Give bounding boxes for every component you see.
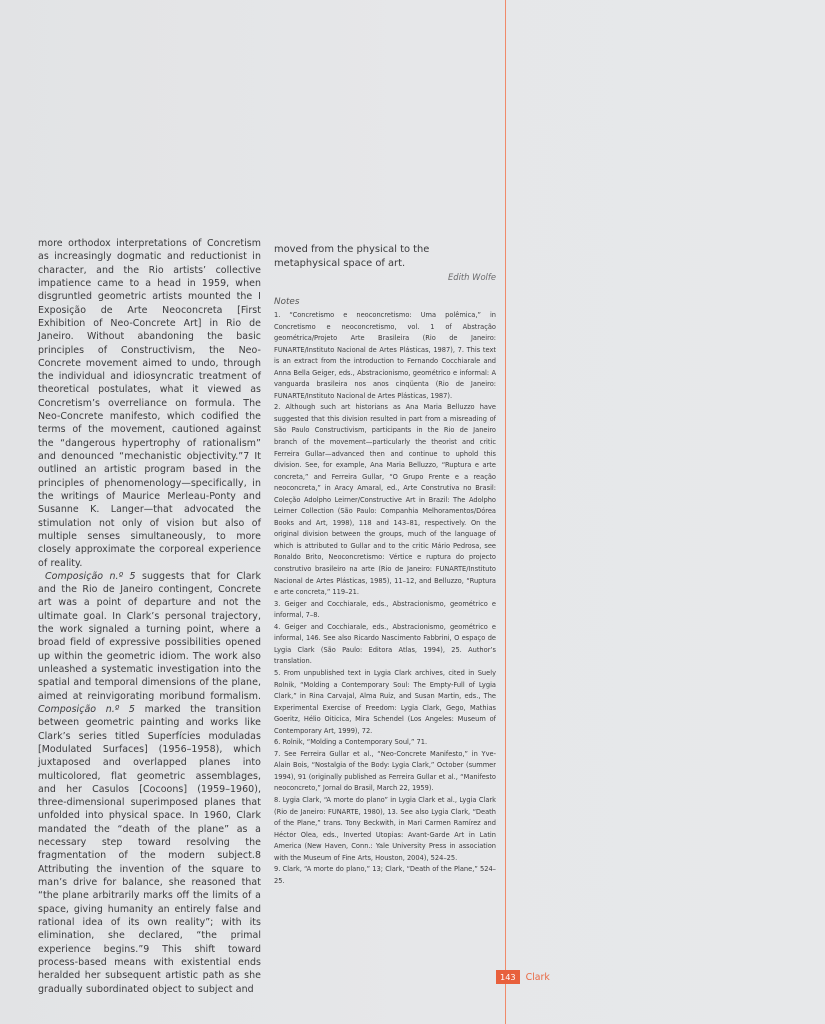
note-item: 3. Geiger and Cocchiarale, eds., Abstracionismo, geométrico e informal, 7–8. <box>274 599 496 620</box>
note-item: 5. From unpublished text in Lygia Clark archives, cited in Suely Rolnik, “Molding a Contemporary Soul: The Empty-Full of Lygia Clark,” in Rina Carvajal, Alma Ruiz, and Susan Martin, eds., The Experimental Exercise of Freedom: Lygia Clark, Gego, Mathias Goeritz, Hélio Oiticica, Mira Schendel (Los Angeles: Museum of Contemporary Art, 1999), 72. <box>274 668 496 735</box>
artwork-title: Composição n.º 5 <box>38 703 135 715</box>
running-head: Clark <box>525 971 550 983</box>
right-text-column <box>274 243 496 887</box>
body-text: marked the transition between geometric painting and works like Clark’s series titled Superfícies moduladas [Modulated Surfaces] (1956–1958), which juxtaposed and overlapped planes into multicolored, flat geometric assemblages, and her Casulos [Cocoons] (1959–1960), three-dimensional superimposed planes that unfolded into physical space. In 1960, Clark mandated the “death of the plane” as a necessary step toward resolving the fragmentation of the modern subject.8 Attributing the invention of the square to man’s drive for balance, she reasoned that “the plane arbitrarily marks off the limits of a space, giving humanity an entirely false and rational idea of its own reality”; with its elimination, she declared, “the primal experience begins.”9 This shift toward process-based means with existential ends heralded her subsequent artistic path as she gradually subordinated object to subject and <box>38 703 261 995</box>
closing-text: moved from the physical to the metaphysical space of art. <box>274 244 430 269</box>
note-item: 2. Although such art historians as Ana Maria Belluzzo have suggested that this division resulted in part from a misreading of São Paulo Constructivism, participants in the Rio de Janeiro branch of the movement—particularly the theorist and critic Ferreira Gullar—advanced then and continue to uphold this division. See, for example, Ana Maria Belluzzo, “Ruptura e arte concreta,” and Ferreira Gullar, “O Grupo Frente e a reação neoconcreta,” in Aracy Amaral, ed., Arte Construtiva no Brasil: Coleção Adolpho Leirner/Constructive Art in Brazil: The Adolpho Leirner Collection (São Paulo: Companhia Melhoramentos/Dórea Books and Art, 1998), 118 and 143–81, respectively. On the original division between the groups, much of the language of which is attributed to Gullar and to the critic Mário Pedrosa, see Ronaldo Brito, Neoconcretismo: Vértice e ruptura do projecto construtivo brasileiro na arte (Rio de Janeiro: FUNARTE/Instituto Nacional de Artes Plásticas, 1985), 11–12, and Belluzzo, “Ruptura e arte concreta,” 119–21. <box>274 403 496 597</box>
margin-rule <box>505 0 506 1024</box>
note-item: 8. Lygia Clark, “A morte do plano” in Lygia Clark et al., Lygia Clark (Rio de Janeiro: FUNARTE, 1980), 13. See also Lygia Clark, “Death of the Plane,” trans. Tony Beckwith, in Mari Carmen Ramírez and Héctor Olea, eds., Inverted Utopias: Avant-Garde Art in Latin America (New Haven, Conn.: Yale University Press in association with the Museum of Fine Arts, Houston, 2004), 524–25. <box>274 795 496 862</box>
notes-heading: Notes <box>274 297 300 307</box>
body-paragraph-2 <box>38 570 261 996</box>
notes-list <box>274 310 496 887</box>
note-item: 1. “Concretismo e neoconcretismo: Uma polêmica,” in Concretismo e neoconcretismo, vol. 1 of Abstração geométrica/Projeto Arte Brasileira (Rio de Janeiro: FUNARTE/Instituto Nacional de Artes Plásticas, 1987), 7. This text is an extract from the introduction to Fernando Cocchiarale and Anna Bella Geiger, eds., Abstracionismo, geométrico e informal: A vanguarda brasileira nos anos cinqüenta (Rio de Janeiro: FUNARTE/Instituto Nacional de Artes Plásticas, 1987). <box>274 311 496 400</box>
author-signature: Edith Wolfe <box>447 272 496 282</box>
body-text: suggests that for Clark and the Rio de Janeiro contingent, Concrete art was a point of departure and not the ultimate goal. In Clark’s personal trajectory, the work signaled a turning point, where a broad field of expressive possibilities opened up within the geometric idiom. The work also unleashed a systematic investigation into the spatial and temporal dimensions of the plane, aimed at reinvigorating moribund formalism. <box>38 570 261 702</box>
note-item: 6. Rolnik, “Molding a Contemporary Soul,” 71. <box>274 738 428 747</box>
note-item: 4. Geiger and Cocchiarale, eds., Abstracionismo, geométrico e informal, 146. See also Ricardo Nascimento Fabbrini, O espaço de Lygia Clark (São Paulo: Editora Atlas, 1994), 25. Author’s translation. <box>274 622 496 666</box>
note-item: 9. Clark, “A morte do plano,” 13; Clark, “Death of the Plane,” 524–25. <box>274 865 496 885</box>
page-number-badge: 143 <box>496 970 520 984</box>
page-footer <box>496 970 550 984</box>
body-paragraph-1: more orthodox interpretations of Concretism as increasingly dogmatic and reductionist in character, and the Rio artists’ collective impatience came to a head in 1959, when disgruntled geometric artists mounted the I Exposição de Arte Neoconcreta [First Exhibition of Neo-Concrete Art] in Rio de Janeiro. Without abandoning the basic principles of Constructivism, the Neo-Concrete movement aimed to undo, through the individual and idiosyncratic treatment of theoretical postulates, what it viewed as Concretism’s overreliance on formula. The Neo-Concrete manifesto, which codified the terms of the movement, cautioned against the “dangerous hypertrophy of rationalism” and denounced “mechanistic objectivity.”7 It outlined an artistic program based in the principles of phenomenology—specifically, in the writings of Maurice Merleau-Ponty and Susanne K. Langer—that advocated the stimulation not only of vision but also of multiple senses simultaneously, to more closely approximate the corporeal experience of reality. <box>38 238 261 569</box>
artwork-title: Composição n.º 5 <box>45 570 136 582</box>
note-item: 7. See Ferreira Gullar et al., “Neo-Concrete Manifesto,” in Yve-Alain Bois, “Nostalgia of the Body: Lygia Clark,” October (summer 1994), 91 (originally published as Ferreira Gullar et al., “Manifesto neoconcreto,” Jornal do Brasil, March 22, 1959). <box>274 749 496 793</box>
left-text-column <box>38 237 261 996</box>
